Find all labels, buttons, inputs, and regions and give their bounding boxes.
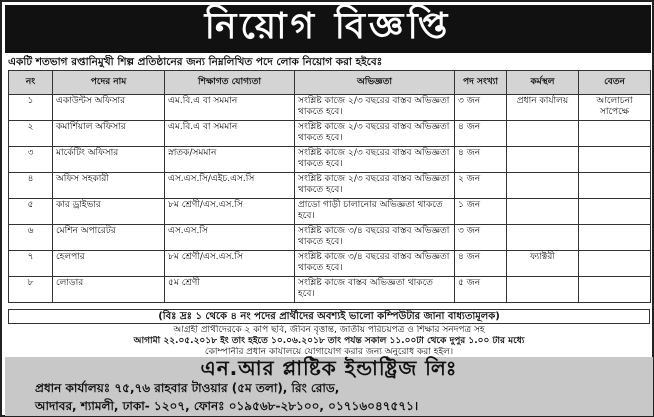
cell-post: লোডার	[53, 277, 165, 303]
vacancy-table	[8, 70, 651, 303]
cell-qualification: ৮ম শ্রেণী/এস.এস.সি	[165, 251, 295, 277]
cell-qualification: স্নাতক/সমমান	[165, 147, 295, 173]
cell-experience: সংশ্লিষ্ট কাজে ২/৩ বছরের বাস্তব অভিজ্ঞতা থাকতে হবে।	[295, 147, 455, 173]
table-row	[9, 199, 651, 225]
cell-sl: ৭	[9, 251, 53, 277]
table-row	[9, 121, 651, 147]
cell-salary: আলোচনা সাপেক্ষে	[579, 95, 651, 121]
cell-post: অফিস সহকারী	[53, 173, 165, 199]
cell-count: ২ জন	[455, 173, 507, 199]
cell-location	[507, 277, 579, 303]
cell-count: ৫ জন	[455, 277, 507, 303]
cell-count: ৪ জন	[455, 251, 507, 277]
instruction-line: আগ্রহী প্রার্থীদেরকে ২ কপি ছবি, জীবন বৃত্তান্ত, জাতীয় পরিচয়পত্র ও শিক্ষার সনদপত্র সহ	[173, 325, 485, 335]
table-row	[9, 147, 651, 173]
cell-salary	[579, 173, 651, 199]
cell-sl: ৬	[9, 225, 53, 251]
cell-salary	[579, 121, 651, 147]
table-row	[9, 95, 651, 121]
cell-location	[507, 173, 579, 199]
cell-experience: সংশ্লিষ্ট কাজে ২/৩ বছরের বাস্তব অভিজ্ঞতা থাকতে হবে।	[295, 173, 455, 199]
table-header-row	[9, 71, 651, 95]
cell-location: ফ্যাক্টরী	[507, 251, 579, 277]
cell-post: মার্কেটিং অফিসার	[53, 147, 165, 173]
cell-post: হেলপার	[53, 251, 165, 277]
cell-location	[507, 199, 579, 225]
cell-salary	[579, 225, 651, 251]
cell-salary	[579, 277, 651, 303]
header-experience: অভিজ্ঞতা	[295, 71, 455, 95]
cell-qualification: এম.বি.এ বা সমমান	[165, 95, 295, 121]
cell-location	[507, 121, 579, 147]
cell-sl: ২	[9, 121, 53, 147]
header-sl: নং	[9, 71, 53, 95]
instruction-line: কোম্পানীর প্রধান কার্যালয়ে যোগাযোগ করার জন্য অনুরোধ করা হইল।	[204, 347, 454, 357]
header-location: কর্মস্থল	[507, 71, 579, 95]
cell-count: ৪ জন	[455, 147, 507, 173]
cell-salary	[579, 199, 651, 225]
intro-text: একটি শতভাগ রপ্তানিমুখী শিল্প প্রতিষ্ঠানের জন্য নিম্নলিখিত পদে লোক নিয়োগ করা হইবেঃ	[8, 56, 383, 68]
company-address-line1: প্রধান কার্যালয়ঃ ৭৫,৭৬ রাহবার টাওয়ার (৫ম তলা), রিং রোড,	[35, 381, 340, 395]
cell-location	[507, 147, 579, 173]
cell-sl: ১	[9, 95, 53, 121]
cell-qualification: এস.এস.সি	[165, 225, 295, 251]
cell-post: কার ড্রাইভার	[53, 199, 165, 225]
header-salary: বেতন	[579, 71, 651, 95]
cell-qualification: ৫ম শ্রেণী	[165, 277, 295, 303]
cell-post: একাউন্টস অফিসার	[53, 95, 165, 121]
company-name: এন.আর প্লাষ্টিক ইন্ডাষ্ট্রিজ লিঃ	[200, 356, 458, 380]
cell-location: প্রধান কার্যালয়	[507, 95, 579, 121]
cell-experience: সংশ্লিষ্ট কাজে ২/৩ বছরের বাস্তব অভিজ্ঞতা থাকতে হবে।	[295, 95, 455, 121]
cell-qualification: এম.বি.এ বা সমমান	[165, 121, 295, 147]
company-address-line2: আদাবর, শ্যামলী, ঢাকা- ১২০৭, ফোনঃ ০১৯৫৬৮-২৮১০০, ০১৭১৬০৪৭৫৭১।	[35, 399, 419, 413]
table-row	[9, 173, 651, 199]
cell-salary	[579, 147, 651, 173]
cell-sl: ৫	[9, 199, 53, 225]
header-qualification: শিক্ষাগত যোগ্যতা	[165, 71, 295, 95]
cell-count: ৪ জন	[455, 121, 507, 147]
cell-experience: সংশ্লিষ্ট কাজে ৩/৪ বছরের বাস্তব অভিজ্ঞতা থাকতে হবে।	[295, 251, 455, 277]
cell-location	[507, 225, 579, 251]
cell-count: ১ জন	[455, 199, 507, 225]
cell-experience: প্রাডো গাড়ী চালানোর অভিজ্ঞতা থাকতে হবে।	[295, 199, 455, 225]
notice-title: নিয়োগ বিজ্ঞপ্তি	[5, 5, 651, 53]
cell-sl: ৩	[9, 147, 53, 173]
cell-sl: ৪	[9, 173, 53, 199]
table-row	[9, 277, 651, 303]
table-row	[9, 251, 651, 277]
instruction-line: আগামী ২২.০৫.২০১৮ ইং তাং হইতে ১০.০৬.২০১৮ তাং পর্যন্ত সকাল ১১.০০টা থেকে দুপুর ১.০০ টার মধ্যে	[133, 336, 525, 346]
cell-qualification: এস.এস.সি/এইচ.এস.সি	[165, 173, 295, 199]
cell-post: মেশিন অপারেটর	[53, 225, 165, 251]
table-row	[9, 225, 651, 251]
cell-sl: ৮	[9, 277, 53, 303]
application-instructions	[8, 325, 650, 358]
cell-count: ৩ জন	[455, 225, 507, 251]
cell-experience: সংশ্লিষ্ট কাজে ২/৩ বছরের বাস্তব অভিজ্ঞতা থাকতে হবে।	[295, 121, 455, 147]
cell-count: ৩ জন	[455, 95, 507, 121]
cell-salary	[579, 251, 651, 277]
cell-qualification: ৮ম শ্রেণী/এস.এস.সি	[165, 199, 295, 225]
cell-experience: সংশ্লিষ্ট কাজে বাস্তব অভিজ্ঞতা থাকতে হবে।	[295, 277, 455, 303]
cell-post: কমার্শিয়াল অফিসার	[53, 121, 165, 147]
cell-experience: সংশ্লিষ্ট কাজে ৩/৪ বছরের বাস্তব অভিজ্ঞতা থাকতে হবে।	[295, 225, 455, 251]
header-count: পদ সংখ্যা	[455, 71, 507, 95]
header-post: পদের নাম	[53, 71, 165, 95]
company-box	[5, 357, 653, 416]
note-text: (বিঃ দ্রঃ ১ থেকে ৪ নং পদের প্রার্থীদের অবশ্যই ভালো কম্পিউটার জানা বাধ্যতামূলক)	[8, 309, 650, 324]
